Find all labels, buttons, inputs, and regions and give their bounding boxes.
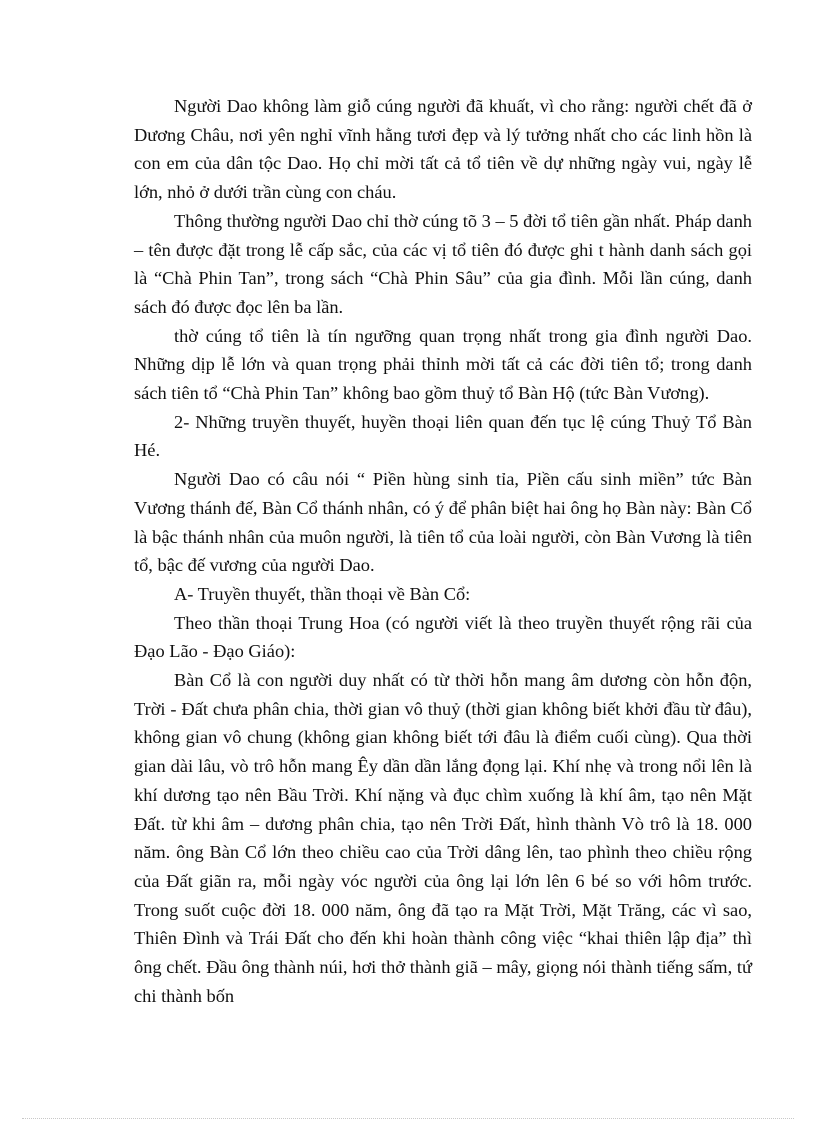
paragraph: Bàn Cổ là con người duy nhất có từ thời hỗn mang âm dương còn hỗn độn, Trời - Đất chưa phân chia, thời gian vô thuỷ (thời gian không biết khởi đầu từ đâu), không gian vô chung (không gian không biết tới đâu là điểm cuối cùng). Qua thời gian dài lâu, vò trô hỗn mang Êy dần dần lắng đọng lại. Khí nhẹ và trong nổi lên là khí dương tạo nên Bầu Trời. Khí nặng và đục chìm xuống là khí âm, tạo nên Mặt Đất. từ khi âm – dương phân chia, tạo nên Trời Đất, hình thành Vò trô là 18. 000 năm. ông Bàn Cổ lớn theo chiều cao của Trời dâng lên, tao phình theo chiều rộng của Đất giãn ra, mỗi ngày vóc người của ông lại lớn lên 6 bé so với hôm trước. Trong suốt cuộc đời 18. 000 năm, ông đã tạo ra Mặt Trời, Mặt Trăng, các vì sao, Thiên Đình và Trái Đất cho đến khi hoàn thành công việc “khai thiên lập địa” thì ông chết. Đầu ông thành núi, hơi thở thành giã – mây, giọng nói thành tiếng sấm, tứ chi thành bốn [134,670,752,1006]
paragraph: Người Dao có câu nói “ Piền hùng sinh tỉa, Piền cấu sinh miền” tức Bàn Vương thánh đế, Bàn Cổ thánh nhân, có ý để phân biệt hai ông họ Bàn này: Bàn Cổ là bậc thánh nhân của muôn người, là tiên tổ của loài người, còn Bàn Vương là tiên tổ, bậc đế vương của người Dao. [134,469,752,576]
paragraph: thờ cúng tổ tiên là tín ngưỡng quan trọng nhất trong gia đình người Dao. Những dịp lễ lớn và quan trọng phải thỉnh mời tất cả các đời tiên tổ; trong danh sách tiên tổ “Chà Phin Tan” không bao gồm thuỷ tổ Bàn Hộ (tức Bàn Vương). [134,325,752,404]
section-heading: 2- Những truyền thuyết, huyền thoại liên quan đến tục lệ cúng Thuỷ Tổ Bàn Hé. [134,411,752,461]
document-page [134,92,752,1011]
paragraph: Thông thường người Dao chỉ thờ cúng tõ 3 – 5 đời tổ tiên gần nhất. Pháp danh – tên được đặt trong lễ cấp sắc, của các vị tổ tiên đó được ghi t hành danh sách gọi là “Chà Phin Tan”, trong sách “Chà Phin Sâu” của gia đình. Mỗi lần cúng, danh sách đó được đọc lên ba lần. [134,210,752,317]
paragraph: Người Dao không làm giỗ cúng người đã khuất, vì cho rằng: người chết đã ở Dương Châu, nơi yên nghỉ vĩnh hằng tươi đẹp và lý tưởng nhất cho các linh hồn là con em của dân tộc Dao. Họ chỉ mời tất cả tổ tiên về dự những ngày vui, ngày lễ lớn, nhỏ ở dưới trần cùng con cháu. [134,96,752,203]
paragraph: Theo thần thoại Trung Hoa (có người viết là theo truyền thuyết rộng rãi của Đạo Lão - Đạo Giáo): [134,612,752,662]
page-bottom-divider [22,1118,794,1119]
subsection-heading: A- Truyền thuyết, thần thoại về Bàn Cổ: [174,583,471,604]
